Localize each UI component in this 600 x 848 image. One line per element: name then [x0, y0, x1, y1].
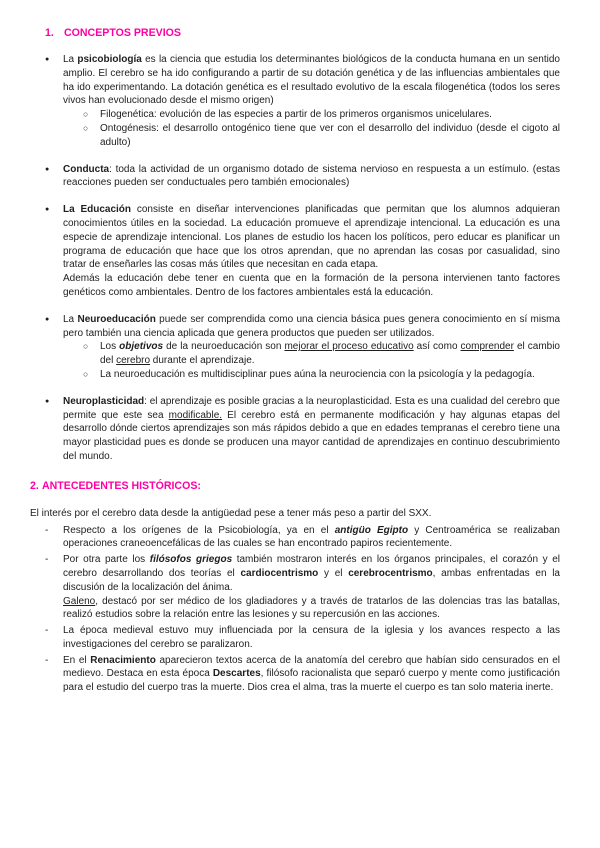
paragraph — [63, 395, 560, 464]
paragraph — [63, 272, 560, 300]
text-segment: es la ciencia que estudia los determinantes biológicos de la conducta humana en un sentido amplio. El cerebro se ha ido configurando a partir de su dotación genética y de las influencias ambientales que ha ido experimentando. La dotación genética es el resultado evolutivo de la escala filogenética (todos los seres vivos han evolucionado desde el mismo origen) — [63, 54, 560, 107]
text-segment: Respecto a los orígenes de la Psicobiología, ya en el — [63, 524, 335, 536]
dash-list-item — [45, 524, 560, 552]
section-antecedentes-historicos — [30, 479, 560, 695]
text-segment: cerebro — [116, 355, 151, 367]
text-segment: Ontogénesis: el desarrollo ontogénico tiene que ver con el desarrollo del individuo (desde el cigoto al adulto) — [100, 122, 560, 148]
text-segment: : toda la actividad de un organismo dotado de sistema nervioso en respuesta a un estímulo. (estas reacciones pueden ser conductuales pero también emocionales) — [63, 163, 560, 189]
paragraph — [100, 122, 560, 150]
item-text — [63, 203, 560, 300]
text-segment: también mostraron interés en los órganos principales, el corazón y el cerebro desarrollando dos teorías el — [63, 554, 561, 579]
paragraph — [63, 624, 560, 652]
item-text — [63, 654, 560, 695]
paragraph — [63, 595, 560, 623]
sub-item-text — [100, 340, 560, 368]
text-segment: , destacó por ser médico de los gladiadores y a través de tratarlos de las dolencias tras las batallas, realizó estudios sobre la relación entre las lesiones y su repercusión en las acciones. — [63, 595, 560, 621]
paragraph — [63, 313, 560, 341]
text-segment: cardiocentrismo — [240, 567, 319, 579]
text-segment: Renacimiento — [90, 654, 156, 666]
text-segment: objetivos — [119, 341, 164, 353]
bullet-list-item — [45, 53, 560, 150]
text-segment: Por otra parte los — [63, 554, 150, 566]
bullet-marker: ● — [45, 56, 50, 63]
item-text — [63, 624, 560, 652]
circle-marker: ○ — [83, 368, 89, 379]
text-segment: La Educación — [63, 204, 132, 216]
item-text — [63, 553, 560, 622]
item-text — [63, 395, 560, 464]
dash-marker: - — [45, 654, 49, 666]
text-segment: el cambio del — [100, 341, 560, 367]
text-segment: durante el aprendizaje. — [150, 355, 255, 367]
text-segment: cerebrocentrismo — [348, 567, 433, 579]
text-segment: puede ser comprendida como una ciencia básica pues genera conocimiento en sí misma pero también una ciencia aplicada que genera productos que pueden ser utilizados. — [63, 313, 561, 339]
section-1-heading — [45, 26, 560, 40]
text-segment: : el aprendizaje es posible gracias a la neuroplasticidad. Esta es una cualidad del cerebro que permite que este sea — [63, 395, 560, 421]
text-segment: mejorar el proceso educativo — [284, 341, 414, 353]
paragraph — [100, 108, 560, 122]
text-segment: En el — [63, 654, 91, 666]
bullet-list-item — [45, 203, 560, 300]
section-2-heading — [30, 479, 560, 493]
text-segment: psicobiología — [77, 54, 142, 65]
text-segment: comprender — [460, 341, 514, 353]
paragraph — [63, 203, 560, 272]
section-1-title: CONCEPTOS PREVIOS — [64, 27, 181, 39]
text-segment: , filósofo racionalista que separó cuerpo y mente como justificación para el estudio del cuerpo tras la muerte. Dios crea el alma, tras la muerte el cuerpo es tan solo materia inerte. — [63, 668, 560, 694]
circle-marker: ○ — [83, 122, 89, 133]
text-segment: aparecieron textos acerca de la anatomía del cerebro que habían sido censurados en el medievo. Destaca en esta época — [63, 654, 560, 680]
text-segment: antigüo Egipto — [334, 524, 409, 536]
bullet-marker: ● — [45, 315, 50, 323]
section-conceptos-previos — [30, 26, 560, 464]
sub-bullet-item — [83, 340, 560, 368]
text-segment: La neuroeducación es multidisciplinar pues aúna la neurociencia con la psicología y la pedagogía. — [100, 368, 535, 380]
dash-list-item — [45, 654, 560, 695]
text-segment: La — [63, 313, 78, 325]
text-segment: Galeno — [63, 595, 96, 607]
item-text — [63, 163, 560, 191]
section-2-list — [30, 524, 560, 696]
item-text — [63, 524, 560, 552]
bullet-list-item — [45, 395, 560, 464]
section-2-number: 2. — [30, 479, 39, 492]
section-2-intro — [30, 507, 560, 521]
section-1-number: 1. — [45, 27, 54, 39]
paragraph — [100, 340, 560, 368]
sub-bullet-item — [83, 368, 560, 382]
bullet-marker: ● — [45, 397, 50, 405]
bullet-list-item — [45, 313, 560, 382]
paragraph — [100, 368, 560, 382]
dash-list-item — [45, 624, 560, 652]
text-segment: Conducta — [63, 163, 110, 175]
text-segment: filósofos griegos — [149, 554, 233, 566]
paragraph — [63, 163, 560, 191]
text-segment: Descartes — [212, 668, 261, 680]
text-segment: y el — [318, 567, 349, 579]
text-segment: El interés por el cerebro data desde la antigüedad pese a tener más peso a partir del SXX. — [30, 507, 432, 519]
paragraph — [63, 654, 560, 695]
sub-item-text — [100, 122, 560, 150]
item-text — [63, 53, 560, 150]
dash-marker: - — [45, 554, 49, 566]
section-2-title: ANTECEDENTES HISTÓRICOS: — [42, 479, 201, 492]
text-segment: Filogenética: evolución de las especies a partir de los primeros organismos unicelulares. — [100, 109, 492, 121]
text-segment: y Centroamérica se realizaban operaciones craneoencefálicas de las cuales se han encontrado papiros recientemente. — [63, 524, 560, 550]
sub-bullet-item — [83, 108, 560, 122]
text-segment: así como — [413, 341, 461, 353]
text-segment: Los — [100, 341, 120, 353]
text-segment: Neuroeducación — [77, 313, 156, 325]
text-segment: modificable. — [168, 409, 223, 421]
bullet-marker: ● — [45, 206, 50, 214]
text-segment: , ambas enfrentadas en la discusión de la localización del ánima. — [63, 567, 560, 593]
bullet-list-item — [45, 163, 560, 191]
item-text — [63, 313, 560, 382]
dash-marker: - — [45, 524, 49, 536]
paragraph — [63, 553, 560, 594]
text-segment: de la neuroeducación son — [163, 341, 285, 353]
paragraph — [63, 524, 560, 552]
paragraph — [30, 507, 560, 521]
text-segment: La época medieval estuvo muy influenciada por la censura de la iglesia y los avances respecto a las investigaciones del cerebro se paralizaron. — [63, 625, 560, 650]
section-1-list — [30, 53, 560, 464]
text-segment: La — [63, 54, 78, 65]
text-segment: El cerebro está en permanente modificación y hay algunas etapas del desarrollo dónde ciertos aprendizajes son más rápidos debido a que en edades tempranas el cerebro tiene una mayor plasticidad pues es donde se producen una mayor cantidad de aprendizajes en continuo descubrimiento del mundo. — [63, 409, 561, 462]
dash-marker: - — [45, 625, 49, 637]
sub-bullet-item — [83, 122, 560, 150]
text-segment: consiste en diseñar intervenciones planificadas que permitan que los alumnos adquieran conocimientos útiles en la sociedad. La educación promueve el aprendizaje intencional. La educación es una especie de aprendizaje intencional. Los planes de estudio los hacen los políticos, pero educar es planificar un programa de educación que hace que los otros aprendan, que no aprendan las cosas por casualidad, sino tratar de enseñarles las cosas más útiles que necesitan en cada etapa. — [63, 204, 560, 271]
bullet-marker: ● — [45, 165, 50, 173]
paragraph — [63, 53, 560, 108]
circle-marker: ○ — [83, 109, 89, 120]
circle-marker: ○ — [83, 341, 89, 352]
sub-item-text — [100, 368, 560, 382]
text-segment: Además la educación debe tener en cuenta que en la formación de la persona intervienen tanto factores genéticos como ambientales. Dentro de los factores ambientales está la educación. — [63, 273, 560, 298]
dash-list-item — [45, 553, 560, 622]
sub-item-text — [100, 108, 560, 122]
text-segment: Neuroplasticidad — [63, 395, 145, 407]
